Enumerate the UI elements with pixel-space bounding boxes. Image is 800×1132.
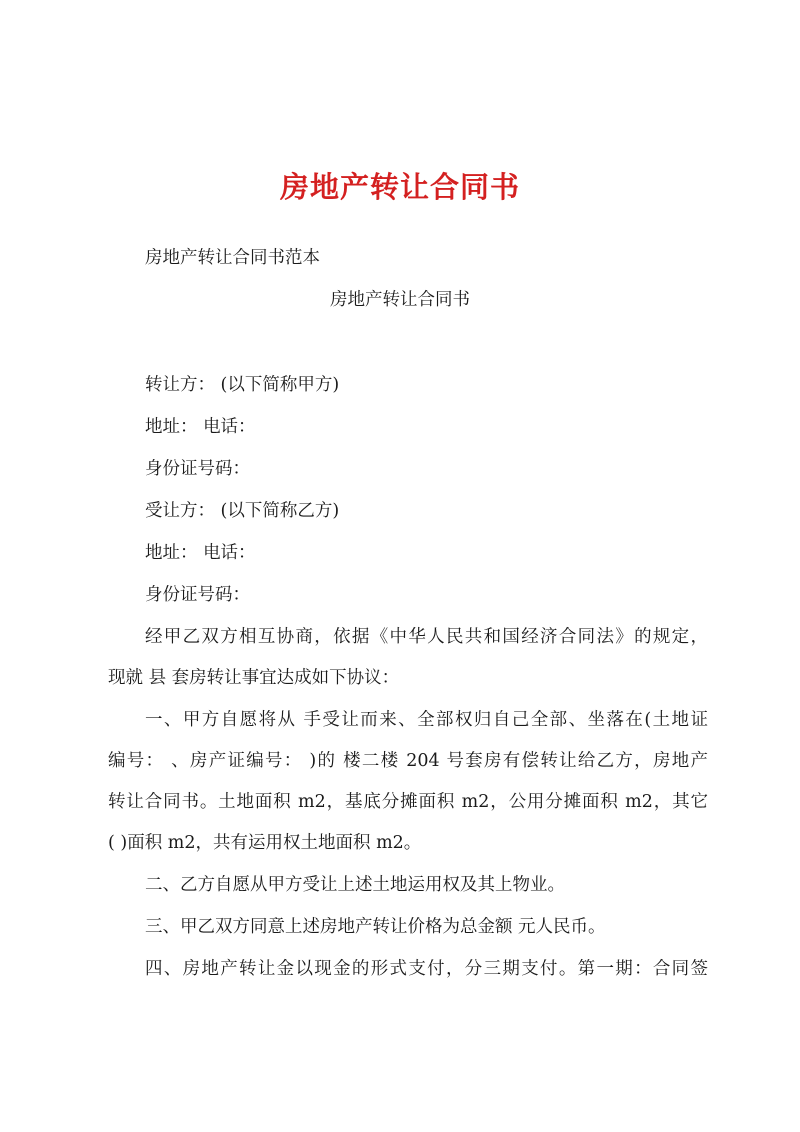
clause-1-line: 转让合同书。土地面积 m2，基底分摊面积 m2，公用分摊面积 m2，其它 <box>108 792 708 812</box>
body-paragraph-line: 现就 县 套房转让事宜达成如下协议： <box>108 668 400 688</box>
transferee-address-line: 地址： 电话： <box>145 543 256 563</box>
transferor-line: 转让方： (以下简称甲方) <box>145 375 340 395</box>
clause-3-line: 三、甲乙双方同意上述房地产转让价格为总金额 元人民币。 <box>145 917 606 937</box>
body-paragraph-line: 经甲乙双方相互协商，依据《中华人民共和国经济合同法》的规定， <box>145 627 708 647</box>
transferee-line: 受让方： (以下简称乙方) <box>145 501 340 521</box>
transferee-id-line: 身份证号码： <box>145 585 250 605</box>
document-title: 房地产转让合同书 <box>279 170 520 204</box>
clause-1-line: ( )面积 m2，共有运用权土地面积 m2。 <box>108 833 422 853</box>
transferor-id-line: 身份证号码： <box>145 459 250 479</box>
clause-1-line: 一、甲方自愿将从 手受让而来、全部权归自己全部、坐落在(土地证 <box>145 710 708 730</box>
document-subtitle: 房地产转让合同书范本 <box>145 248 320 268</box>
clause-2-line: 二、乙方自愿从甲方受让上述土地运用权及其上物业。 <box>145 875 565 895</box>
transferor-address-line: 地址： 电话： <box>145 417 256 437</box>
clause-1-line: 编号： 、房产证编号： )的 楼二楼 204 号套房有偿转让给乙方，房地产 <box>108 751 708 771</box>
document-heading: 房地产转让合同书 <box>330 290 470 310</box>
clause-4-line: 四、房地产转让金以现金的形式支付，分三期支付。第一期：合同签 <box>145 959 708 979</box>
